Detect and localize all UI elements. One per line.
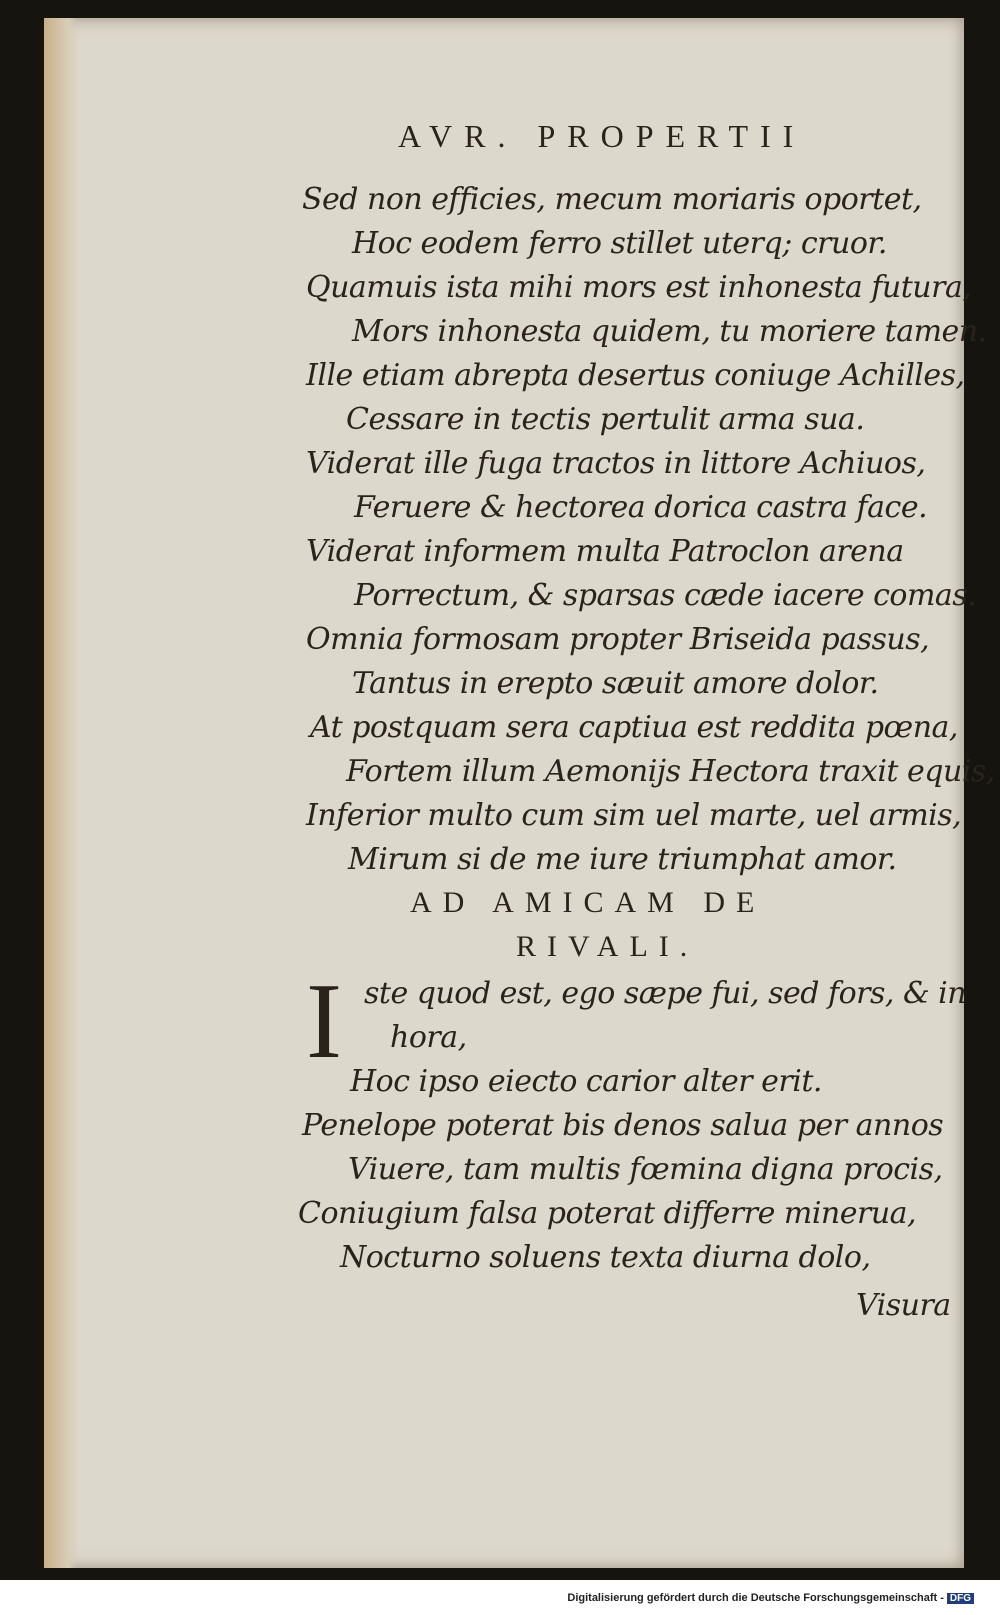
footer-text: Digitalisierung gefördert durch die Deutsche Forschungsgemeinschaft - — [567, 1592, 944, 1604]
verse-line: Viuere, tam multis fœmina digna procis, — [348, 1152, 943, 1187]
verse-line: Quamuis ista mihi mors est inhonesta futura, — [306, 270, 972, 305]
verse-line: Cessare in tectis pertulit arma sua. — [346, 402, 865, 437]
digitization-footer — [567, 1592, 974, 1604]
verse-line: Inferior multo cum sim uel marte, uel armis, — [306, 798, 962, 833]
verse-line: Coniugium falsa poterat differre mineruа, — [298, 1196, 917, 1231]
verse-line: Ille etiam abrepta desertus coniuge Achilles, — [306, 358, 965, 393]
verse-line: hora, — [390, 1020, 467, 1055]
dfg-logo: DFG — [947, 1593, 974, 1604]
verse-line: At postquam sera captiua est reddita pœna, — [310, 710, 958, 745]
verse-line: Mirum si de me iure triumphat amor. — [348, 842, 897, 877]
verse-line: Hoc eodem ferro stillet uterq; cruor. — [352, 226, 887, 261]
verse-line: Viderat ille fuga tractos in littore Achiuos, — [306, 446, 926, 481]
verse-line: Porrectum, & sparsas cæde iacere comas. — [354, 578, 977, 613]
verse-line: Omnia formosam propter Briseida passus, — [306, 622, 930, 657]
verse-line: Hoc ipso eiecto carior alter erit. — [350, 1064, 822, 1099]
verse-line: Sed non efficies, mecum moriaris oportet, — [302, 182, 922, 217]
verse-line: ste quod est, ego sæpe fui, sed fors, & in — [364, 976, 967, 1011]
verse-line: Viderat informem multa Patroclon arena — [306, 534, 904, 569]
running-title: AVR. PROPERTII — [398, 118, 806, 154]
section-heading-line1: AD AMICAM DE — [410, 886, 766, 919]
verse-line: Mors inhonesta quidem, tu moriere tamen. — [352, 314, 987, 349]
verse-line: Fortem illum Aemonijs Hectora traxit equis, — [346, 754, 995, 789]
verse-line: Penelope poterat bis denos salua per annos — [302, 1108, 944, 1143]
verse-line: Nocturno soluens texta diurna dolo, — [340, 1240, 871, 1275]
verse-line: Tantus in erepto sæuit amore dolor. — [352, 666, 879, 701]
drop-cap: I — [306, 962, 342, 1081]
verse-line: Feruere & hectorea dorica castra face. — [354, 490, 928, 525]
catchword: Visura — [856, 1288, 951, 1323]
section-heading-line2: RIVALI. — [516, 930, 699, 963]
page-edge — [44, 18, 78, 1568]
